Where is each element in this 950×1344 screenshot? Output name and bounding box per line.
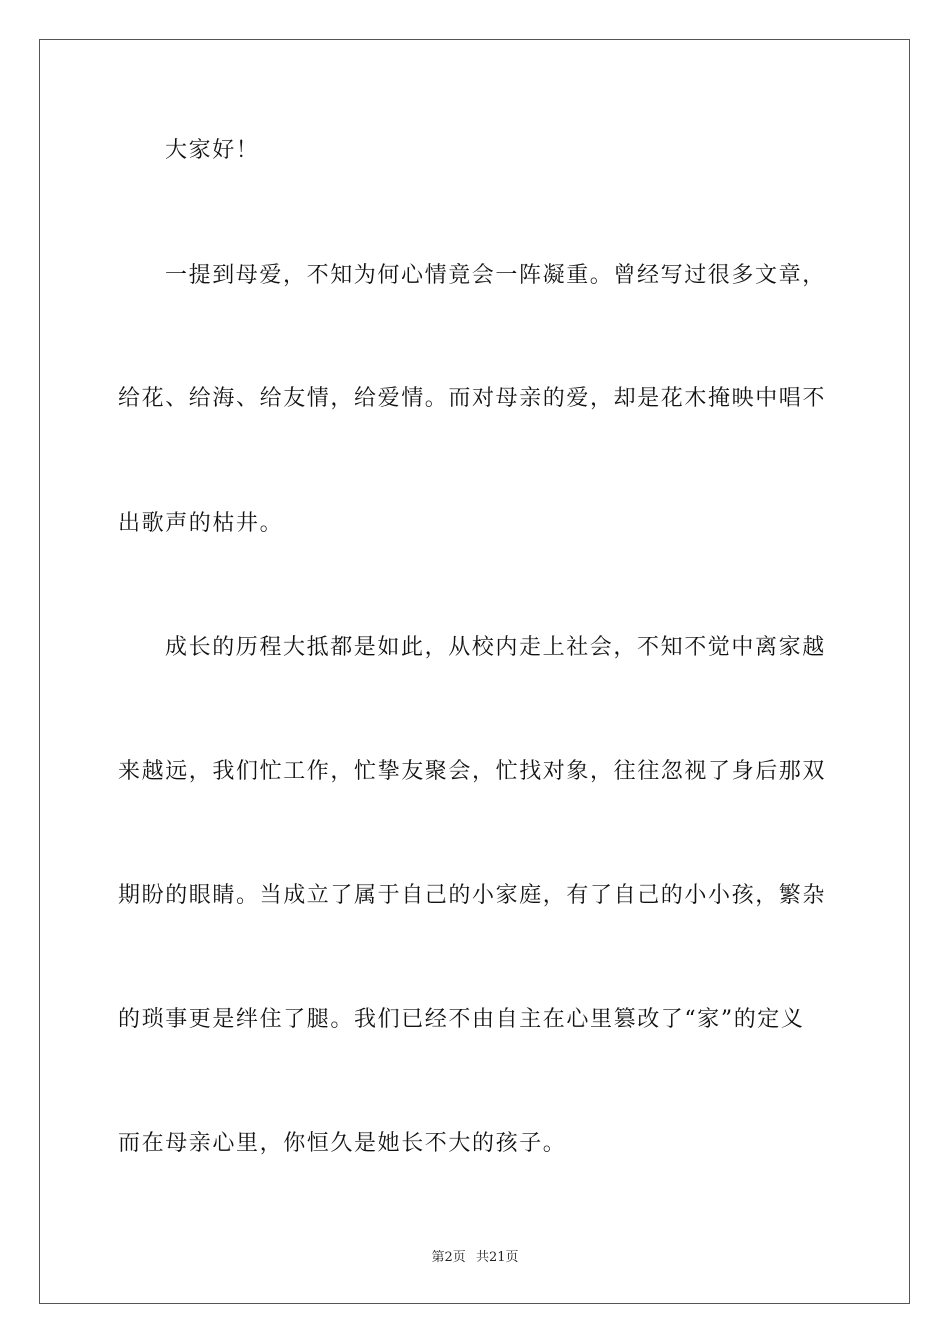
- paragraph-1-line-1: 一提到母爱，不知为何心情竟会一阵凝重。曾经写过很多文章，: [165, 263, 826, 288]
- paragraph-2-line-1: 成长的历程大抵都是如此，从校内走上社会，不知不觉中离家越: [165, 635, 826, 660]
- greeting-line: 大家好！: [165, 138, 260, 163]
- paragraph-1-line-3: 出歌声的枯井。: [118, 511, 284, 536]
- paragraph-2-line-3: 期盼的眼睛。当成立了属于自己的小家庭，有了自己的小小孩，繁杂: [118, 883, 827, 908]
- paragraph-1-line-2: 给花、给海、给友情，给爱情。而对母亲的爱，却是花木掩映中唱不: [118, 386, 827, 411]
- paragraph-2-line-5: 而在母亲心里，你恒久是她长不大的孩子。: [118, 1131, 567, 1156]
- paragraph-2-line-2: 来越远，我们忙工作，忙挚友聚会，忙找对象，往往忽视了身后那双: [118, 759, 827, 784]
- page-total: 共21页: [475, 1250, 519, 1265]
- page-footer: [0, 1246, 950, 1265]
- paragraph-2-line-4: 的琐事更是绊住了腿。我们已经不由自主在心里篡改了“家”的定义: [118, 1007, 805, 1032]
- page-number: 第2页: [431, 1250, 466, 1265]
- page-border: [39, 39, 910, 1304]
